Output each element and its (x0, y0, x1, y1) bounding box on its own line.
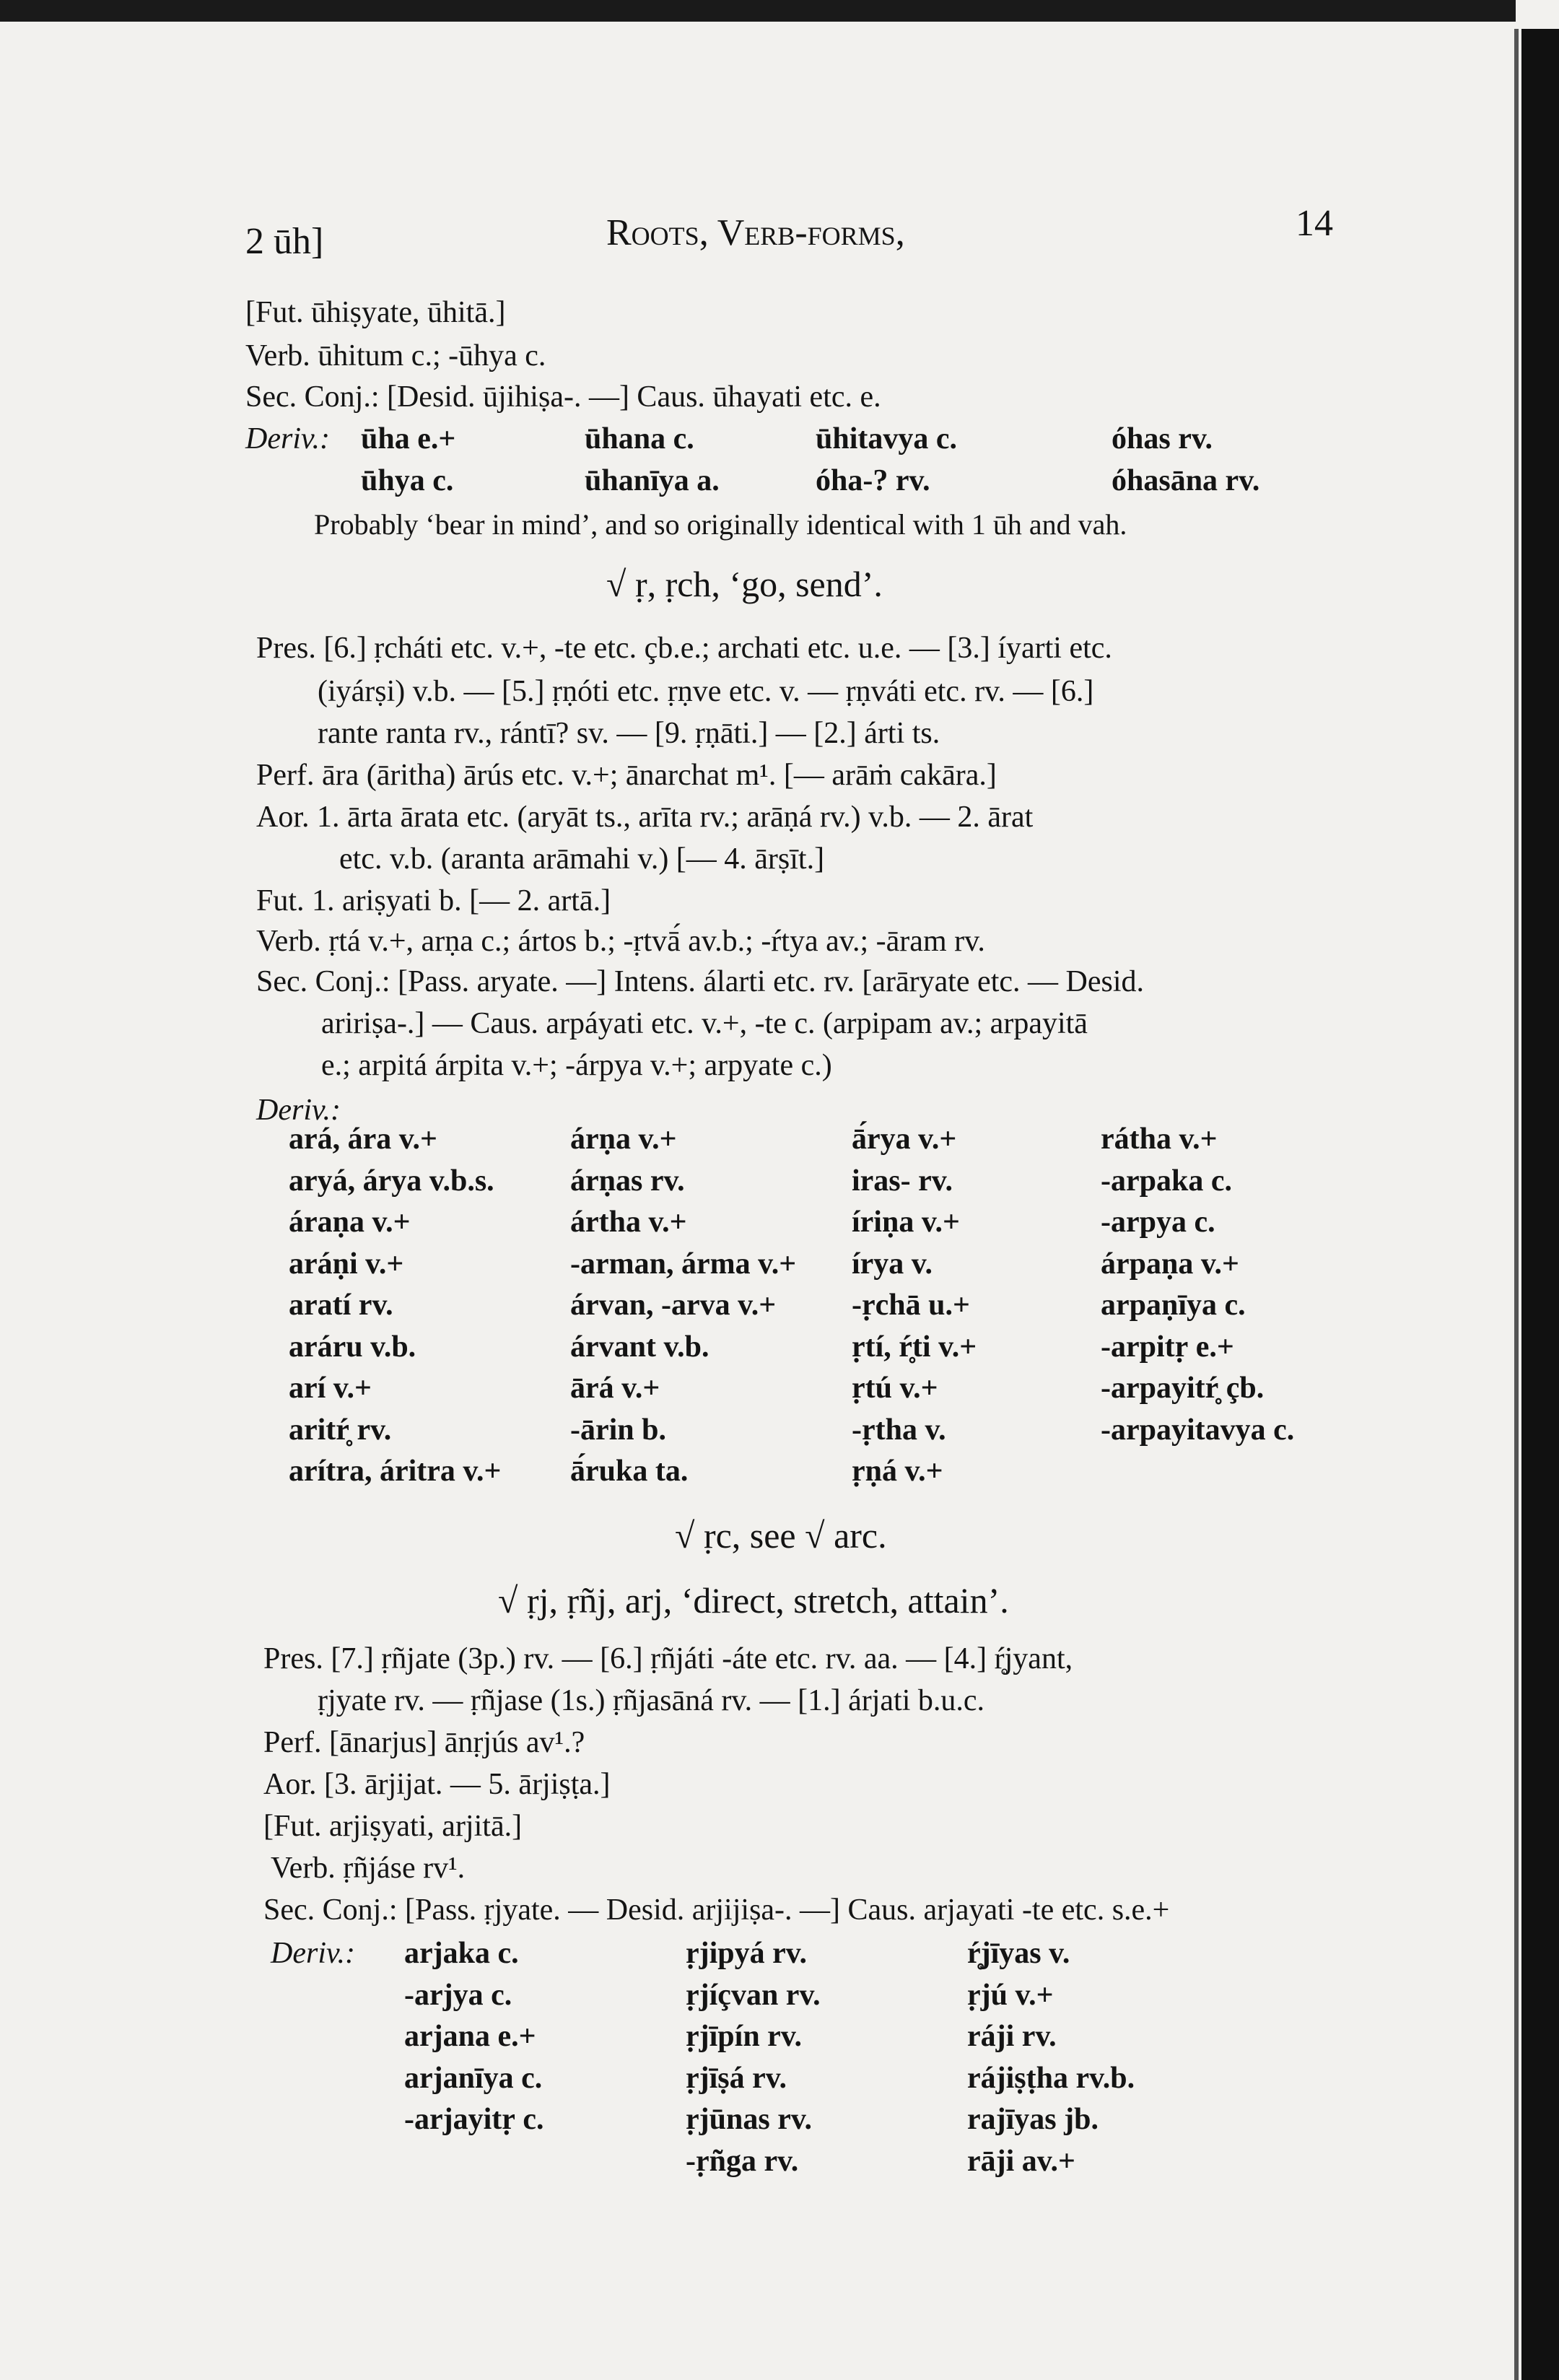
rj-deriv-c3-r4: rájiṣṭha rv.b. (967, 2061, 1135, 2095)
r-deriv-c2-r3: ártha v.+ (570, 1206, 687, 1239)
running-head-title: Roots, Verb-forms, (606, 212, 905, 253)
rj-heading: √ ṛj, ṛñj, arj, ‘direct, stretch, attain’. (498, 1580, 1009, 1621)
uh-deriv-r1c3: ūhitavya c. (816, 422, 958, 455)
rj-line-2: ṛjyate rv. — ṛñjase (1s.) ṛñjasāná rv. — [1.] árjati b.u.c. (318, 1684, 985, 1717)
uh-deriv-label: Deriv.: (245, 422, 330, 455)
r-deriv-c1-r1: ará, ára v.+ (289, 1123, 437, 1156)
r-line-3: rante ranta rv., rántī? sv. — [9. ṛṇāti.] — [2.] árti ts. (318, 717, 940, 750)
rj-deriv-c1-r3: arjana e.+ (404, 2020, 536, 2053)
r-line-8: Verb. ṛtá v.+, arṇa c.; ártos b.; -ṛtvā́ av.b.; -ŕtya av.; -āram rv. (256, 925, 985, 958)
rj-deriv-c3-r6: rāji av.+ (967, 2144, 1075, 2178)
uh-deriv-r1c4: óhas rv. (1112, 422, 1213, 455)
rj-deriv-c3-r5: rajīyas jb. (967, 2103, 1099, 2136)
r-deriv-c3-r7: ṛtú v.+ (852, 1372, 938, 1405)
running-head-left: 2 ūh] (245, 221, 324, 262)
r-deriv-c2-r5: árvan, -arva v.+ (570, 1289, 777, 1322)
r-deriv-c1-r6: aráru v.b. (289, 1330, 416, 1364)
page-number: 14 (1296, 203, 1333, 244)
rc-heading: √ ṛc, see √ arc. (675, 1515, 887, 1556)
r-deriv-c2-r7: ārá v.+ (570, 1372, 660, 1405)
r-deriv-c3-r1: ā́rya v.+ (852, 1123, 957, 1156)
r-deriv-c4-r1: rátha v.+ (1101, 1123, 1218, 1156)
rj-line-6: Verb. ṛñjáse rv¹. (271, 1852, 466, 1885)
r-deriv-c3-r3: íriṇa v.+ (852, 1206, 960, 1239)
rj-line-3: Perf. [ānarjus] ānṛjús av¹.? (263, 1726, 585, 1759)
r-deriv-c1-r3: áraṇa v.+ (289, 1206, 411, 1239)
rj-deriv-c1-r4: arjanīya c. (404, 2061, 543, 2095)
r-deriv-c1-r5: aratí rv. (289, 1289, 393, 1322)
uh-deriv-r2c4: óhasāna rv. (1112, 464, 1260, 497)
r-deriv-c2-r8: -ārin b. (570, 1413, 667, 1447)
rj-line-7: Sec. Conj.: [Pass. ṛjyate. — Desid. arjijiṣa-. —] Caus. arjayati -te etc. s.e.+ (263, 1893, 1170, 1927)
uh-deriv-r2c3: óha-? rv. (816, 464, 930, 497)
r-deriv-c1-r7: arí v.+ (289, 1372, 372, 1405)
rj-deriv-c2-r2: ṛjíçvan rv. (686, 1978, 821, 2012)
uh-deriv-r1c2: ūhana c. (585, 422, 694, 455)
rj-deriv-c3-r1: ŕ̥jīyas v. (967, 1937, 1070, 1970)
r-line-5: Aor. 1. ārta ārata etc. (aryāt ts., arīta rv.; arāṇá rv.) v.b. — 2. ārat (256, 801, 1034, 834)
r-deriv-c1-r9: arítra, áritra v.+ (289, 1455, 502, 1488)
r-line-11: e.; arpitá árpita v.+; -árpya v.+; arpyate c.) (321, 1049, 832, 1082)
rj-deriv-c2-r5: ṛjūnas rv. (686, 2103, 813, 2136)
r-deriv-c3-r5: -ṛchā u.+ (852, 1289, 970, 1322)
rj-deriv-c2-r6: -ṛñga rv. (686, 2144, 799, 2178)
r-line-1: Pres. [6.] ṛcháti etc. v.+, -te etc. çb.e.; archati etc. u.e. — [3.] íyarti etc. (256, 632, 1112, 665)
r-root-heading: √ ṛ, ṛch, ‘go, send’. (606, 564, 883, 604)
rj-deriv-c2-r1: ṛjipyá rv. (686, 1937, 807, 1970)
r-line-4: Perf. āra (āritha) ārús etc. v.+; ānarchat m¹. [— arāṁ cakāra.] (256, 759, 997, 792)
r-deriv-c2-r4: -arman, árma v.+ (570, 1247, 797, 1281)
uh-fut-line: [Fut. ūhiṣyate, ūhitā.] (245, 296, 506, 329)
rj-line-4: Aor. [3. ārjijat. — 5. ārjiṣṭa.] (263, 1768, 611, 1801)
r-deriv-c1-r2: aryá, árya v.b.s. (289, 1164, 494, 1198)
r-deriv-c2-r6: árvant v.b. (570, 1330, 709, 1364)
r-line-10: aririṣa-.] — Caus. arpáyati etc. v.+, -te c. (arpipam av.; arpayitā (321, 1007, 1088, 1040)
uh-secconj-line: Sec. Conj.: [Desid. ūjihiṣa-. —] Caus. ūhayati etc. e. (245, 380, 881, 414)
r-deriv-c2-r9: ā́ruka ta. (570, 1455, 689, 1488)
rj-deriv-c3-r2: ṛjú v.+ (967, 1978, 1054, 2012)
r-deriv-c3-r6: ṛtí, ŕ̥ti v.+ (852, 1330, 977, 1364)
r-deriv-c3-r4: írya v. (852, 1247, 933, 1281)
rj-deriv-c1-r1: arjaka c. (404, 1937, 519, 1970)
r-line-6: etc. v.b. (aranta arāmahi v.) [— 4. ārṣīt.] (339, 842, 825, 876)
rj-line-5: [Fut. arjiṣyati, arjitā.] (263, 1810, 523, 1843)
rj-deriv-c1-r2: -arjya c. (404, 1978, 512, 2012)
r-deriv-c4-r7: -arpayitŕ̥ çb. (1101, 1372, 1265, 1405)
rj-deriv-c3-r3: ráji rv. (967, 2020, 1057, 2053)
r-line-2: (iyárṣi) v.b. — [5.] ṛṇóti etc. ṛṇve etc. v. — ṛṇváti etc. rv. — [6.] (318, 675, 1094, 708)
r-deriv-c2-r1: árṇa v.+ (570, 1123, 677, 1156)
r-deriv-c2-r2: árṇas rv. (570, 1164, 685, 1198)
rj-deriv-c2-r3: ṛjīpín rv. (686, 2020, 803, 2053)
rj-line-1: Pres. [7.] ṛñjate (3p.) rv. — [6.] ṛñjáti -áte etc. rv. aa. — [4.] ŕ̥jyant, (263, 1642, 1073, 1675)
r-deriv-c4-r3: -arpya c. (1101, 1206, 1215, 1239)
r-deriv-c1-r4: aráṇi v.+ (289, 1247, 404, 1281)
r-deriv-c4-r6: -arpitṛ e.+ (1101, 1330, 1234, 1364)
r-line-9: Sec. Conj.: [Pass. aryate. —] Intens. álarti etc. rv. [arāryate etc. — Desid. (256, 965, 1144, 998)
uh-deriv-r1c1: ūha e.+ (361, 422, 456, 455)
r-line-7: Fut. 1. ariṣyati b. [— 2. artā.] (256, 884, 611, 917)
rj-deriv-c1-r5: -arjayitṛ c. (404, 2103, 544, 2136)
uh-deriv-r2c2: ūhanīya a. (585, 464, 720, 497)
uh-note: Probably ‘bear in mind’, and so originally identical with 1 ūh and vah. (314, 508, 1127, 541)
r-deriv-c3-r8: -ṛtha v. (852, 1413, 946, 1447)
r-deriv-c4-r8: -arpayitavya c. (1101, 1413, 1295, 1447)
r-deriv-c1-r8: aritŕ̥ rv. (289, 1413, 392, 1447)
r-deriv-c3-r9: ṛṇá v.+ (852, 1455, 943, 1488)
r-deriv-c4-r2: -arpaka c. (1101, 1164, 1232, 1198)
uh-deriv-r2c1: ūhya c. (361, 464, 454, 497)
rj-deriv-label: Deriv.: (271, 1937, 355, 1970)
r-deriv-c4-r5: arpaṇīya c. (1101, 1289, 1246, 1322)
uh-verb-line: Verb. ūhitum c.; -ūhya c. (245, 339, 546, 372)
rj-deriv-c2-r4: ṛjīṣá rv. (686, 2061, 787, 2095)
r-deriv-c4-r4: árpaṇa v.+ (1101, 1247, 1239, 1281)
r-deriv-label: Deriv.: (256, 1094, 341, 1127)
r-deriv-c3-r2: iras- rv. (852, 1164, 953, 1198)
